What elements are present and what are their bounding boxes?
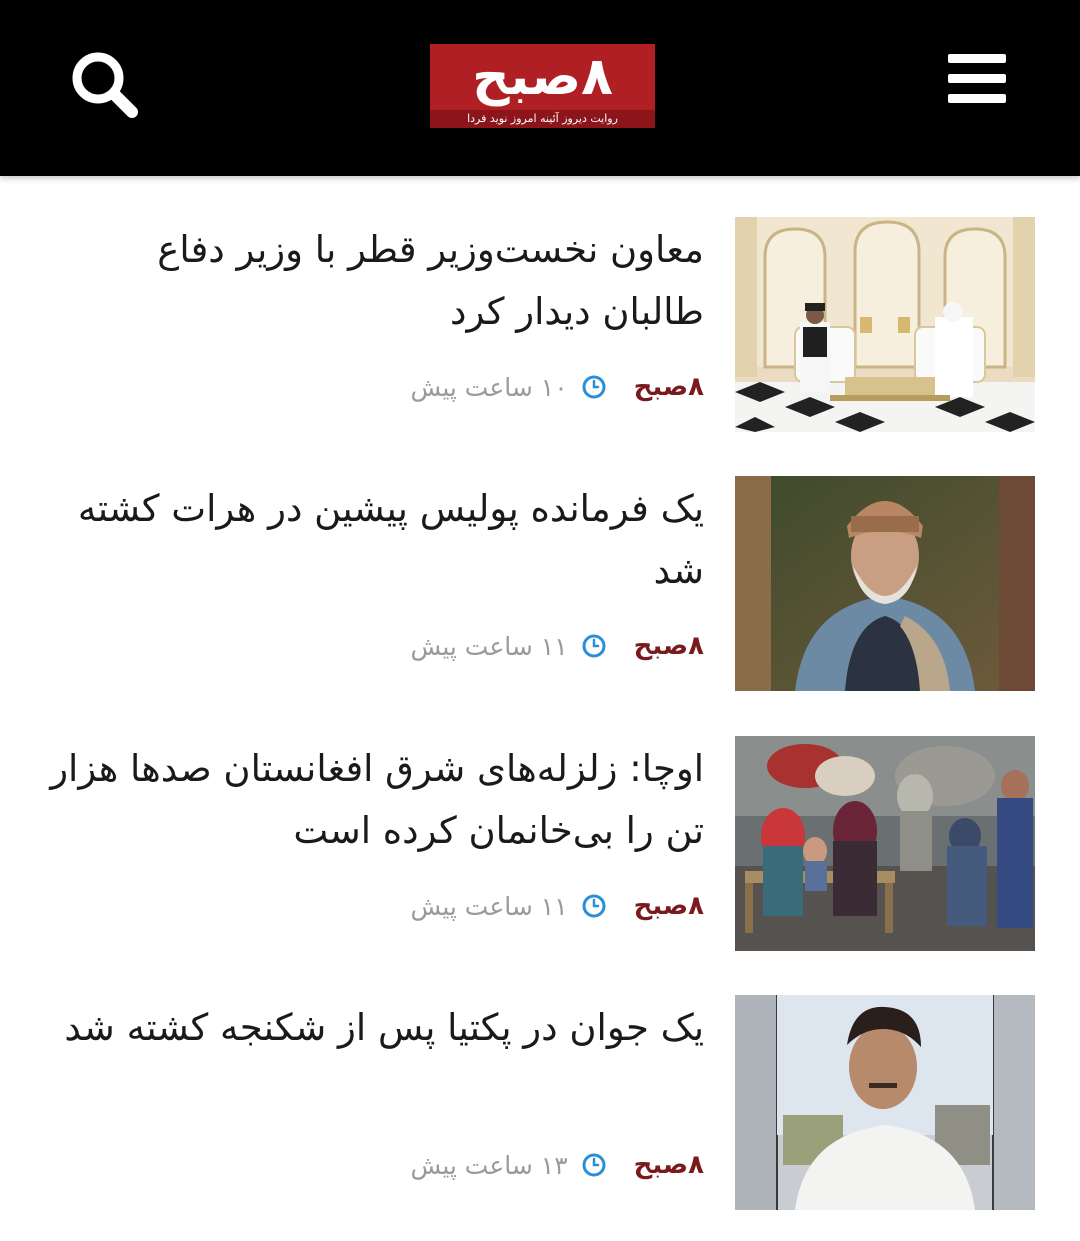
article-time: ۱۳ ساعت پیش [410, 1150, 568, 1180]
article-title[interactable]: یک جوان در پکتیا پس از شکنجه کشته شد [64, 1006, 704, 1049]
clock-icon [582, 375, 606, 399]
article-meta [410, 1145, 704, 1185]
young-man-portrait-image [735, 995, 1035, 1210]
search-button[interactable] [62, 44, 150, 126]
clock-icon [582, 1153, 606, 1177]
article-item[interactable] [0, 476, 1080, 691]
article-source[interactable]: ۸صبح [633, 631, 704, 661]
meeting-image [735, 217, 1035, 432]
article-source[interactable]: ۸صبح [633, 891, 704, 921]
article-thumbnail-meeting[interactable] [735, 217, 1035, 432]
article-time: ۱۰ ساعت پیش [410, 372, 568, 402]
clock-icon [582, 634, 606, 658]
search-icon [62, 44, 150, 126]
menu-button[interactable] [942, 48, 1012, 112]
article-title[interactable]: معاون نخست‌وزیر قطر با وزیر دفاع طالبان دیدار کرد [157, 228, 704, 333]
logo-text: ۸صبح [472, 47, 613, 107]
elder-portrait-image [735, 476, 1035, 691]
article-meta [410, 626, 704, 666]
article-source[interactable]: ۸صبح [633, 1150, 704, 1180]
article-time: ۱۱ ساعت پیش [410, 891, 568, 921]
article-title[interactable]: اوچا: زلزله‌های شرق افغانستان صدها هزار تن را بی‌خانمان کرده است [50, 747, 704, 852]
article-item[interactable] [0, 217, 1080, 432]
article-item[interactable] [0, 736, 1080, 951]
article-thumbnail-portrait[interactable] [735, 476, 1035, 691]
displaced-family-image [735, 736, 1035, 951]
article-item[interactable] [0, 995, 1080, 1210]
logo-tagline: روایت دیروز آئینه امروز نوید فردا [430, 110, 655, 128]
article-thumbnail-young-man[interactable] [735, 995, 1035, 1210]
article-thumbnail-displaced-family[interactable] [735, 736, 1035, 951]
site-logo[interactable] [430, 44, 655, 128]
article-title[interactable]: یک فرمانده پولیس پیشین در هرات کشته شد [77, 487, 704, 592]
article-time: ۱۱ ساعت پیش [410, 631, 568, 661]
hamburger-menu-icon [942, 48, 1012, 112]
clock-icon [582, 894, 606, 918]
article-meta [410, 367, 704, 407]
top-header [0, 0, 1080, 176]
article-meta [410, 886, 704, 926]
article-source[interactable]: ۸صبح [633, 372, 704, 402]
